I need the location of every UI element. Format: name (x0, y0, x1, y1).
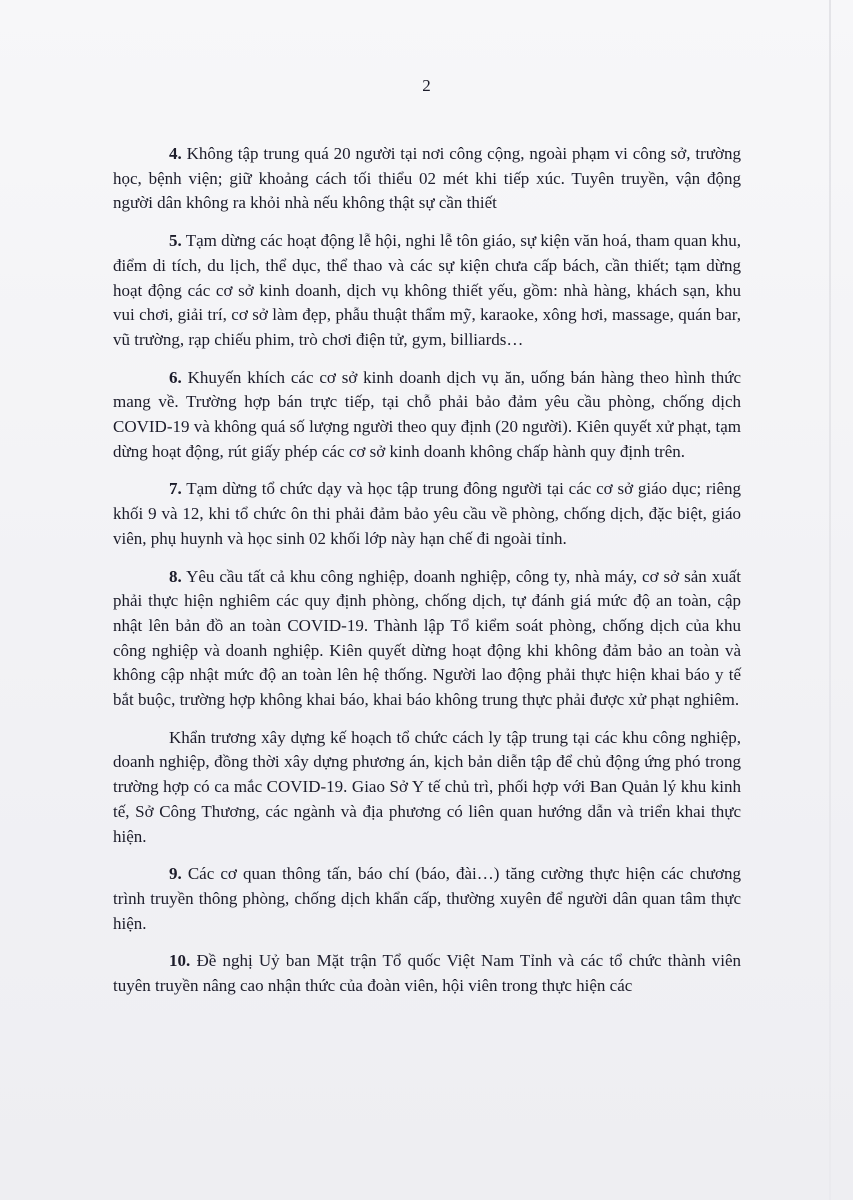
paragraph-number: 7. (169, 479, 182, 499)
paragraph-item-8-continued (113, 726, 741, 850)
paragraph-item-6 (113, 366, 741, 465)
paragraph-item-10 (113, 949, 741, 998)
page-number: 2 (422, 76, 431, 95)
paragraph-item-7 (113, 477, 741, 551)
paragraph-text: Yêu cầu tất cả khu công nghiệp, doanh nghiệp, công ty, nhà máy, cơ sở sản xuất phải thực hiện nghiêm các quy định phòng, chống dịch, tự đánh giá mức độ an toàn, cập nhật lên bản đồ an toàn COVID-19. Thành lập Tổ kiểm soát phòng, chống dịch của khu công nghiệp và doanh nghiệp. Kiên quyết dừng hoạt động khi không đảm bảo an toàn và không cập nhật mức độ an toàn lên hệ thống. Người lao động phải thực hiện khai báo y tế bắt buộc, trường hợp không khai báo, khai báo không trung thực phải được xử phạt nghiêm. (113, 566, 741, 710)
paragraph-number: 10. (169, 951, 191, 971)
paragraph-number: 4. (169, 144, 182, 163)
paragraph-item-4 (113, 142, 741, 216)
paragraph-text: Không tập trung quá 20 người tại nơi công cộng, ngoài phạm vi công sở, trường học, bệnh viện; giữ khoảng cách tối thiểu 02 mét khi tiếp xúc. Tuyên truyền, vận động người dân không ra khỏi nhà nếu không thật sự cần thiết (113, 144, 741, 213)
paragraph-number: 5. (169, 231, 182, 251)
paragraph-text: Tạm dừng tổ chức dạy và học tập trung đông người tại các cơ sở giáo dục; riêng khối 9 và 12, khi tổ chức ôn thi phải đảm bảo yêu cầu về phòng, chống dịch, đặc biệt, giáo viên, phụ huynh và học sinh 02 khối lớp này hạn chế đi ngoài tỉnh. (113, 479, 741, 548)
paragraph-number: 9. (169, 864, 182, 884)
paragraph-text: Đề nghị Uỷ ban Mặt trận Tổ quốc Việt Nam Tỉnh và các tổ chức thành viên tuyên truyền nâng cao nhận thức của đoàn viên, hội viên trong thực hiện các (113, 951, 741, 996)
paragraph-item-5 (113, 229, 741, 353)
document-body (113, 142, 741, 1012)
paragraph-item-8 (113, 565, 741, 713)
paragraph-text: Khuyến khích các cơ sở kinh doanh dịch vụ ăn, uống bán hàng theo hình thức mang về. Trường hợp bán trực tiếp, tại chỗ phải bảo đảm yêu cầu phòng, chống dịch COVID-19 và không quá số lượng người theo quy định (20 người). Kiên quyết xử phạt, tạm dừng hoạt động, rút giấy phép các cơ sở kinh doanh không chấp hành quy định trên. (113, 367, 741, 461)
paragraph-item-9 (113, 862, 741, 936)
paragraph-number: 6. (169, 367, 182, 387)
paragraph-text: Các cơ quan thông tấn, báo chí (báo, đài…) tăng cường thực hiện các chương trình truyền thông phòng, chống dịch khẩn cấp, thường xuyên để người dân quan tâm thực hiện. (113, 864, 741, 933)
paragraph-text: Khẩn trương xây dựng kế hoạch tổ chức cách ly tập trung tại các khu công nghiệp, doanh nghiệp, đồng thời xây dựng phương án, kịch bản diễn tập để chủ động ứng phó trong trường hợp có ca mắc COVID-19. Giao Sở Y tế chủ trì, phối hợp với Ban Quản lý khu kinh tế, Sở Công Thương, các ngành và địa phương có liên quan hướng dẫn và triển khai thực hiện. (113, 727, 741, 846)
paragraph-number: 8. (169, 566, 182, 586)
paper-fold-edge (829, 0, 831, 1200)
paragraph-text: Tạm dừng các hoạt động lễ hội, nghi lễ tôn giáo, sự kiện văn hoá, tham quan khu, điểm di tích, du lịch, thể dục, thể thao và các sự kiện chưa cấp bách, cần thiết; tạm dừng hoạt động các cơ sở kinh doanh, dịch vụ không thiết yếu, gồm: nhà hàng, khách sạn, khu vui chơi, giải trí, cơ sở làm đẹp, phẫu thuật thẩm mỹ, karaoke, xông hơi, massage, quán bar, vũ trường, rạp chiếu phim, trò chơi điện tử, gym, billiards… (113, 231, 741, 349)
